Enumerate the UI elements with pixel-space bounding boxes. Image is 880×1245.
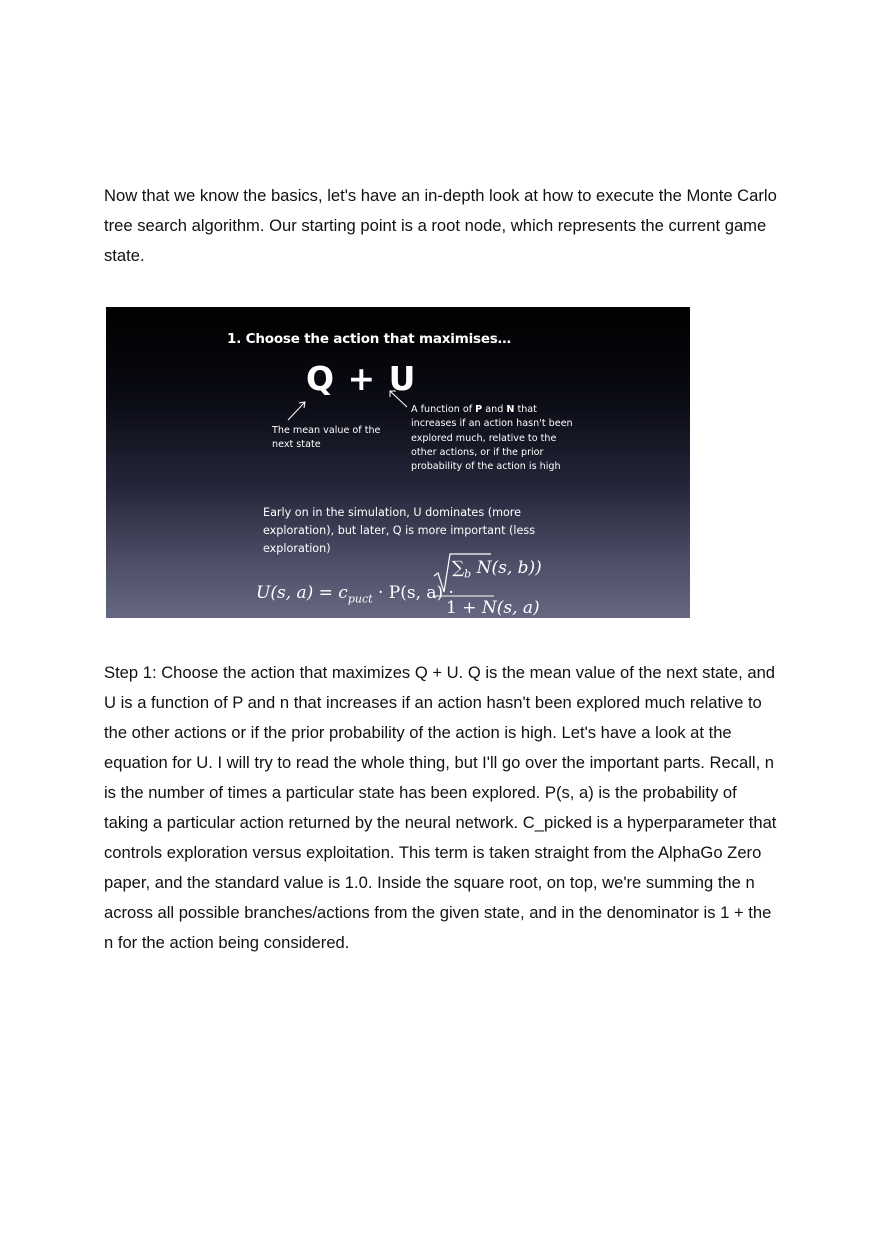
intro-paragraph: Now that we know the basics, let's have an in-depth look at how to execute the Monte Carlo tree search algorithm. Our starting point is a root node, which represents the current game state. bbox=[104, 186, 777, 265]
slide-caption: Early on in the simulation, U dominates (more exploration), but later, Q is more important (less exploration) bbox=[263, 506, 536, 555]
formula-denominator-prefix: 1 + bbox=[446, 598, 482, 618]
function-note-p: P bbox=[475, 404, 483, 415]
formula-lhs-sub: puct bbox=[347, 592, 373, 606]
function-note-and: and bbox=[482, 404, 507, 415]
step1-paragraph: Step 1: Choose the action that maximizes Q + U. Q is the mean value of the next state, and U is a function of P and n that increases if an action hasn't been explored much relative to the other actions or if the prior probability of the action is high. Let's have a look at the equation for U. I will try to read the whole thing, but I'll go over the important parts. Recall, n is the number of times a particular state has been explored. P(s, a) is the probability of taking a particular action returned by the neural network. C_picked is a hyperparameter that controls exploration versus exploitation. This term is taken straight from the AlphaGo Zero paper, and the standard value is 1.0. Inside the square root, on top, we're summing the n across all possible branches/actions from the given state, and in the denominator is 1 + the n for the action being considered. bbox=[104, 663, 777, 952]
function-note-rest: that increases if an action hasn't been explored much, relative to the other actions, or if the prior probability of the action is high bbox=[411, 404, 573, 473]
slide-q-plus-u: Q + U bbox=[306, 359, 417, 398]
formula-numerator-rest: N(s, b)) bbox=[471, 558, 542, 578]
left-arrow bbox=[288, 402, 305, 420]
formula-lhs-rest: · P(s, a) · bbox=[372, 583, 454, 603]
formula-denominator bbox=[446, 598, 540, 618]
right-arrow bbox=[390, 391, 407, 407]
u-formula bbox=[256, 552, 556, 618]
slide-heading: 1. Choose the action that maximises… bbox=[227, 331, 511, 347]
function-note-prefix: A function of bbox=[411, 404, 476, 415]
function-note-n: N bbox=[506, 404, 515, 415]
formula-sigma-sub: b bbox=[464, 567, 472, 581]
function-note bbox=[411, 403, 576, 474]
formula-lhs-main: U(s, a) = c bbox=[256, 583, 348, 603]
formula-denominator-main: N(s, a) bbox=[481, 598, 540, 618]
slide-image bbox=[106, 307, 690, 618]
mean-value-note: The mean value of the next state bbox=[272, 425, 381, 450]
formula-numerator bbox=[452, 558, 542, 580]
formula-sigma: ∑ bbox=[452, 558, 465, 578]
